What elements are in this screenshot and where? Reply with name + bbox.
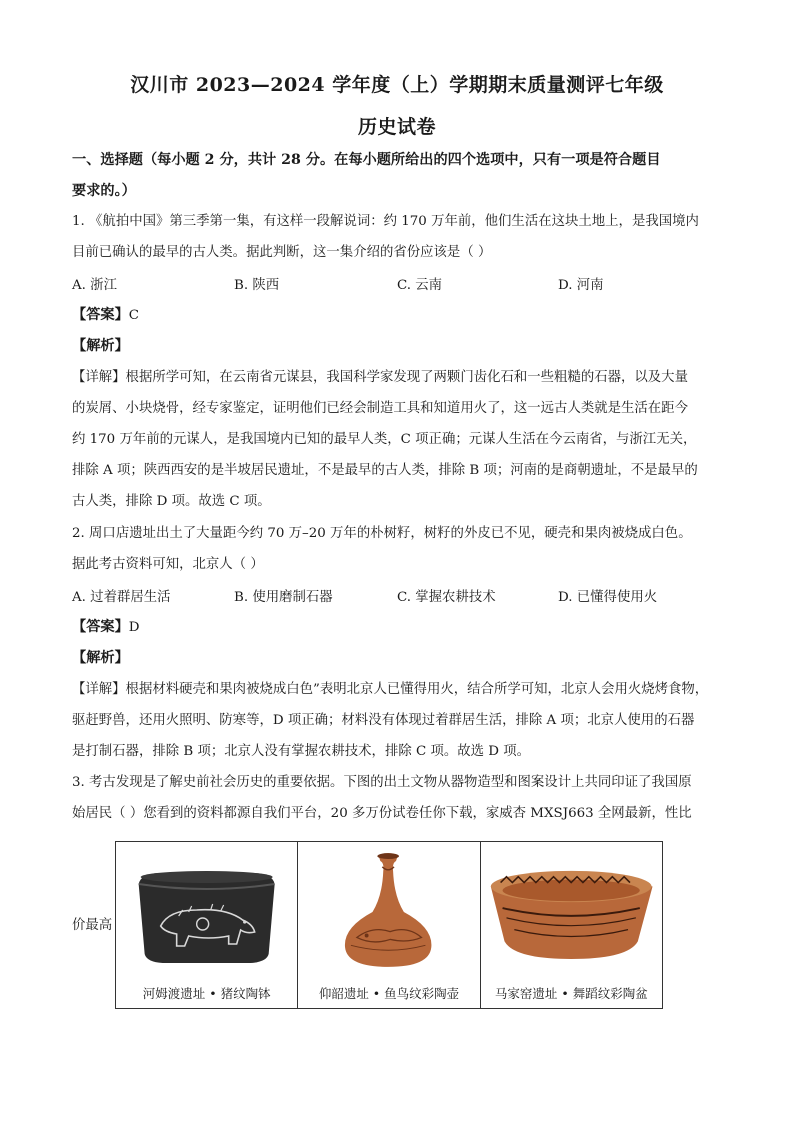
artifact-cell-yangshao <box>298 842 480 1008</box>
artifact-cell-majiayao <box>481 842 662 1008</box>
artifact-caption-majiayao: 马家窑遗址 • 舞蹈纹彩陶盆 <box>494 986 648 1001</box>
artifact-caption-hemudu: 河姆渡遗址 • 猪纹陶钵 <box>142 986 271 1001</box>
q1-options <box>72 274 732 294</box>
artifact-cell-hemudu <box>116 842 298 1008</box>
pig-pattern-bowl-image <box>116 846 297 976</box>
exam-subtitle: 历史试卷 <box>357 116 436 138</box>
q2-stem-line1: 2. 周口店遗址出土了大量距今约 70 万–20 万年的朴树籽，树籽的外皮已不见，硬壳和果肉被烧成白色。 <box>72 526 692 541</box>
q1-detail-line5: 古人类，排除 D 项。故选 C 项。 <box>72 494 271 509</box>
q3-stem-line1: 3. 考古发现是了解史前社会历史的重要依据。下图的出土文物从器物造型和图案设计上共同印证了我国原 <box>72 775 692 790</box>
q3-stem-line3: 价最高 <box>72 918 113 933</box>
section-heading-line1: 一、选择题（每小题 2 分，共计 28 分。在每小题所给出的四个选项中，只有一项是符合题目 <box>72 152 661 168</box>
q1-option-d: D. 河南 <box>558 278 604 293</box>
q3-stem-line2: 始居民（ ）您看到的资料都源自我们平台，20 多万份试卷任你下载，家威杏 MXSJ663 全网最新，性比 <box>72 806 692 821</box>
q1-detail-line3: 约 170 万年前的元谋人，是我国境内已知的最早人类，C 项正确；元谋人生活在今云南省，与浙江无关， <box>72 432 697 447</box>
q2-answer <box>72 617 732 638</box>
fish-bird-vase-image <box>298 846 479 976</box>
q2-detail-line3: 是打制石器，排除 B 项；北京人没有掌握农耕技术，排除 C 项。故选 D 项。 <box>72 744 531 759</box>
q1-answer <box>72 305 732 326</box>
q1-option-a: A. 浙江 <box>72 278 117 293</box>
q1-stem-line1: 1. 《航拍中国》第三季第一集，有这样一段解说词：约 170 万年前，他们生活在这块土地上，是我国境内 <box>72 214 699 229</box>
q1-analysis-tag: 【解析】 <box>72 338 129 354</box>
q2-option-c: C. 掌握农耕技术 <box>397 590 496 605</box>
q1-option-b: B. 陕西 <box>234 278 280 293</box>
q1-stem-line2: 目前已确认的最早的古人类。据此判断，这一集介绍的省份应该是（ ） <box>72 245 492 260</box>
section-heading-line2: 要求的。） <box>72 183 136 199</box>
q1-detail-line2: 的炭屑、小块烧骨，经专家鉴定，证明他们已经会制造工具和知道用火了，这一远古人类就是生活在距今 <box>72 401 688 416</box>
q2-option-a: A. 过着群居生活 <box>72 590 171 605</box>
q2-option-d: D. 已懂得使用火 <box>558 590 658 605</box>
answer-tag: 【答案】 <box>72 307 129 323</box>
q1-option-c: C. 云南 <box>397 278 443 293</box>
q1-detail-line4: 排除 A 项；陕西西安的是半坡居民遗址，不是最早的古人类，排除 B 项；河南的是商朝遗址，不是最早的 <box>72 463 698 478</box>
answer-tag: 【答案】 <box>72 619 129 635</box>
artifact-caption-yangshao: 仰韶遗址 • 鱼鸟纹彩陶壶 <box>318 986 460 1001</box>
q2-answer-value: D <box>128 620 140 635</box>
q2-options <box>72 586 732 606</box>
q2-detail-line2: 驱赶野兽，还用火照明、防寒等，D 项正确；材料没有体现过着群居生活，排除 A 项；北京人使用的石器 <box>72 713 695 728</box>
q2-analysis-tag: 【解析】 <box>72 650 129 666</box>
exam-title: 汉川市 2023—2024 学年度（上）学期期末质量测评七年级 <box>130 74 664 96</box>
q1-detail-line1: 【详解】根据所学可知，在云南省元谋县，我国科学家发现了两颗门齿化石和一些粗糙的石器，以及大量 <box>72 370 688 385</box>
q2-detail-line1: 【详解】根据材料硬壳和果肉被烧成白色”表明北京人已懂得用火，结合所学可知，北京人会用火烧烤食物， <box>72 682 709 697</box>
q1-answer-value: C <box>128 308 140 323</box>
q2-option-b: B. 使用磨制石器 <box>234 590 333 605</box>
q2-stem-line2: 据此考古资料可知，北京人（ ） <box>72 557 264 572</box>
artifact-figure <box>115 841 663 1009</box>
dancing-pattern-basin-image <box>481 846 662 976</box>
